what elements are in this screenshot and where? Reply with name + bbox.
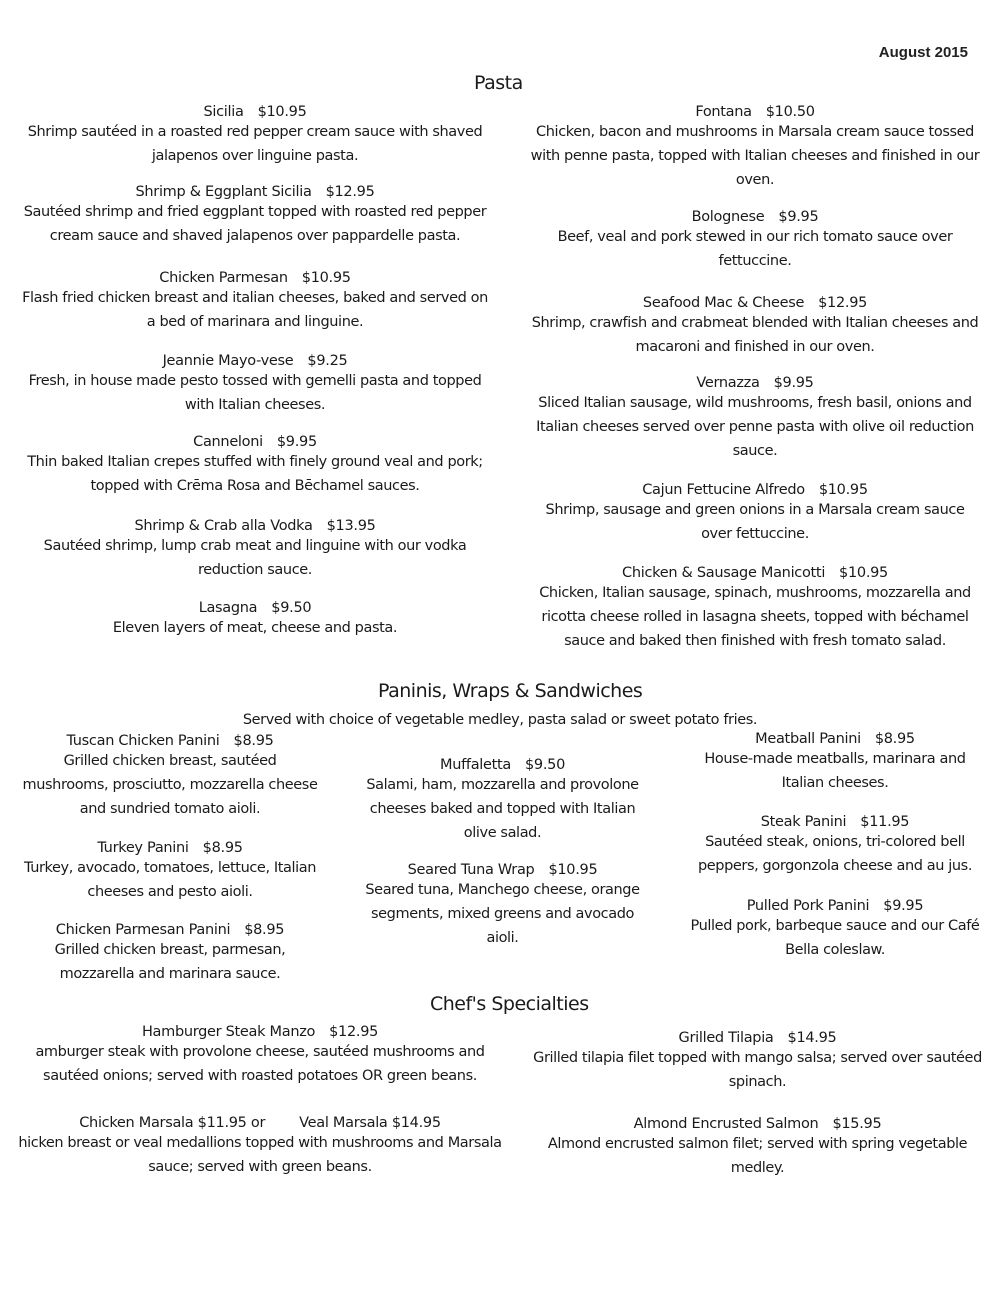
paninis-subtitle: Served with choice of vegetable medley, pasta salad or sweet potato fries.	[242, 712, 758, 728]
item-name: Grilled Tilapia	[678, 1030, 774, 1046]
item-price: Veal Marsala $14.95	[299, 1115, 441, 1131]
panini-item	[20, 840, 320, 904]
item-name: Hamburger Steak Manzo	[141, 1024, 316, 1040]
panini-item	[20, 922, 320, 986]
pasta-left-item	[20, 434, 490, 498]
item-description: Almond encrusted salmon filet; served with spring vegetable medley.	[547, 1136, 968, 1176]
item-description: Flash fried chicken breast and italian cheeses, baked and served on a bed of marinara and linguine.	[22, 290, 488, 330]
item-description: Grilled chicken breast, sautéed mushrooms, prosciutto, mozzarella cheese and sundried tomato aioli.	[22, 753, 318, 817]
item-name: Bolognese	[691, 209, 765, 225]
paninis-section-title: Paninis, Wraps & Sandwiches	[378, 680, 643, 702]
item-description: Sautéed shrimp, lump crab meat and linguine with our vodka reduction sauce.	[43, 538, 467, 578]
pasta-section-title: Pasta	[474, 72, 523, 94]
item-description: Beef, veal and pork stewed in our rich tomato sauce over fettuccine.	[557, 229, 953, 269]
panini-item	[20, 733, 320, 821]
panini-item	[355, 862, 650, 950]
item-name: Chicken Marsala $11.95 or	[79, 1115, 266, 1131]
item-name: Vernazza	[696, 375, 760, 391]
item-description: hicken breast or veal medallions topped with mushrooms and Marsala sauce; served with green beans.	[18, 1135, 502, 1175]
item-name: Fontana	[695, 104, 752, 120]
item-price: $10.95	[839, 565, 888, 581]
item-price: $13.95	[326, 518, 376, 534]
item-price: $9.95	[778, 209, 819, 225]
chefs-item	[15, 1024, 505, 1088]
pasta-right-item	[530, 295, 980, 359]
item-name: Seared Tuna Wrap	[407, 862, 535, 878]
pasta-left-item	[20, 353, 490, 417]
item-price: $8.95	[233, 733, 274, 749]
item-name: Seafood Mac & Cheese	[642, 295, 805, 311]
item-price: $15.95	[832, 1116, 882, 1132]
item-name: Turkey Panini	[97, 840, 189, 856]
pasta-right-item	[530, 104, 980, 192]
pasta-left-item	[20, 104, 490, 168]
item-name: Pulled Pork Panini	[746, 898, 870, 914]
item-price: $12.95	[325, 184, 375, 200]
item-name: Lasagna	[198, 600, 258, 616]
item-price: $9.50	[525, 757, 566, 773]
item-description: Chicken, Italian sausage, spinach, mushrooms, mozzarella and ricotta cheese rolled in lasagna sheets, topped with béchamel sauce and baked then finished with fresh tomato salad.	[539, 585, 971, 649]
chefs-item	[15, 1115, 505, 1179]
item-description: Grilled tilapia filet topped with mango salsa; served over sautéed spinach.	[533, 1050, 982, 1090]
item-price: $11.95	[860, 814, 910, 830]
item-description: Sliced Italian sausage, wild mushrooms, fresh basil, onions and Italian cheeses served over penne pasta with olive oil reduction sauce.	[536, 395, 974, 459]
pasta-right-item	[530, 565, 980, 653]
item-description: Chicken, bacon and mushrooms in Marsala cream sauce tossed with penne pasta, topped with Italian cheeses and finished in our oven.	[530, 124, 980, 188]
item-name: Canneloni	[193, 434, 263, 450]
item-price: $9.95	[773, 375, 814, 391]
pasta-left-item	[20, 600, 490, 640]
item-price: $8.95	[244, 922, 285, 938]
pasta-right-item	[530, 209, 980, 273]
panini-item	[690, 898, 980, 962]
item-price: $10.95	[301, 270, 351, 286]
item-description: Turkey, avocado, tomatoes, lettuce, Italian cheeses and pesto aioli.	[23, 860, 317, 900]
item-description: Shrimp, crawfish and crabmeat blended with Italian cheeses and macaroni and finished in our oven.	[531, 315, 979, 355]
item-description: Eleven layers of meat, cheese and pasta.	[112, 620, 398, 636]
item-price: $9.50	[271, 600, 312, 616]
item-name: Chicken Parmesan	[159, 270, 288, 286]
item-price: $8.95	[874, 731, 915, 747]
item-name: Shrimp & Eggplant Sicilia	[135, 184, 312, 200]
chefs-item	[530, 1030, 985, 1094]
pasta-right-item	[530, 482, 980, 546]
item-description: House-made meatballs, marinara and Italian cheeses.	[704, 751, 966, 791]
item-price: $8.95	[202, 840, 243, 856]
item-price: $10.95	[548, 862, 598, 878]
item-name: Meatball Panini	[755, 731, 861, 747]
pasta-right-item	[530, 375, 980, 463]
panini-item	[355, 757, 650, 845]
item-price: $10.95	[257, 104, 307, 120]
item-price: $9.95	[883, 898, 924, 914]
item-description: Grilled chicken breast, parmesan, mozzarella and marinara sauce.	[54, 942, 286, 982]
item-description: Shrimp sautéed in a roasted red pepper cream sauce with shaved jalapenos over linguine pasta.	[27, 124, 483, 164]
chefs-item	[530, 1116, 985, 1180]
item-name: Sicilia	[203, 104, 244, 120]
item-name: Almond Encrusted Salmon	[633, 1116, 819, 1132]
panini-item	[690, 731, 980, 795]
item-price: $10.50	[765, 104, 815, 120]
item-name: Steak Panini	[760, 814, 847, 830]
item-name: Tuscan Chicken Panini	[66, 733, 220, 749]
menu-date: August 2015	[878, 44, 968, 61]
item-name: Muffaletta	[439, 757, 511, 773]
item-price: $14.95	[787, 1030, 837, 1046]
panini-item	[690, 814, 980, 878]
pasta-left-item	[20, 270, 490, 334]
item-name: Jeannie Mayo-vese	[162, 353, 294, 369]
item-description: Pulled pork, barbeque sauce and our Café Bella coleslaw.	[690, 918, 980, 958]
item-description: Fresh, in house made pesto tossed with gemelli pasta and topped with Italian cheeses.	[28, 373, 482, 413]
item-name: Chicken Parmesan Panini	[55, 922, 231, 938]
pasta-left-item	[20, 518, 490, 582]
item-description: Sautéed steak, onions, tri-colored bell peppers, gorgonzola cheese and au jus.	[697, 834, 973, 874]
item-price: $12.95	[818, 295, 868, 311]
chefs-section-title: Chef's Specialties	[430, 993, 589, 1015]
item-price: $9.25	[307, 353, 348, 369]
item-description: Shrimp, sausage and green onions in a Marsala cream sauce over fettuccine.	[545, 502, 965, 542]
item-name: Cajun Fettucine Alfredo	[642, 482, 805, 498]
item-price: $10.95	[818, 482, 868, 498]
item-description: Salami, ham, mozzarella and provolone cheeses baked and topped with Italian olive salad.	[366, 777, 639, 841]
item-description: amburger steak with provolone cheese, sautéed mushrooms and sautéed onions; served with roasted potatoes OR green beans.	[35, 1044, 485, 1084]
item-description: Seared tuna, Manchego cheese, orange segments, mixed greens and avocado aioli.	[365, 882, 640, 946]
item-description: Thin baked Italian crepes stuffed with finely ground veal and pork; topped with Crēma Rosa and Bēchamel sauces.	[27, 454, 483, 494]
item-price: $9.95	[276, 434, 317, 450]
item-name: Shrimp & Crab alla Vodka	[134, 518, 313, 534]
item-description: Sautéed shrimp and fried eggplant topped with roasted red pepper cream sauce and shaved jalapenos over pappardelle pasta.	[23, 204, 487, 244]
item-price: $12.95	[329, 1024, 379, 1040]
pasta-left-item	[20, 184, 490, 248]
item-name: Chicken & Sausage Manicotti	[622, 565, 826, 581]
